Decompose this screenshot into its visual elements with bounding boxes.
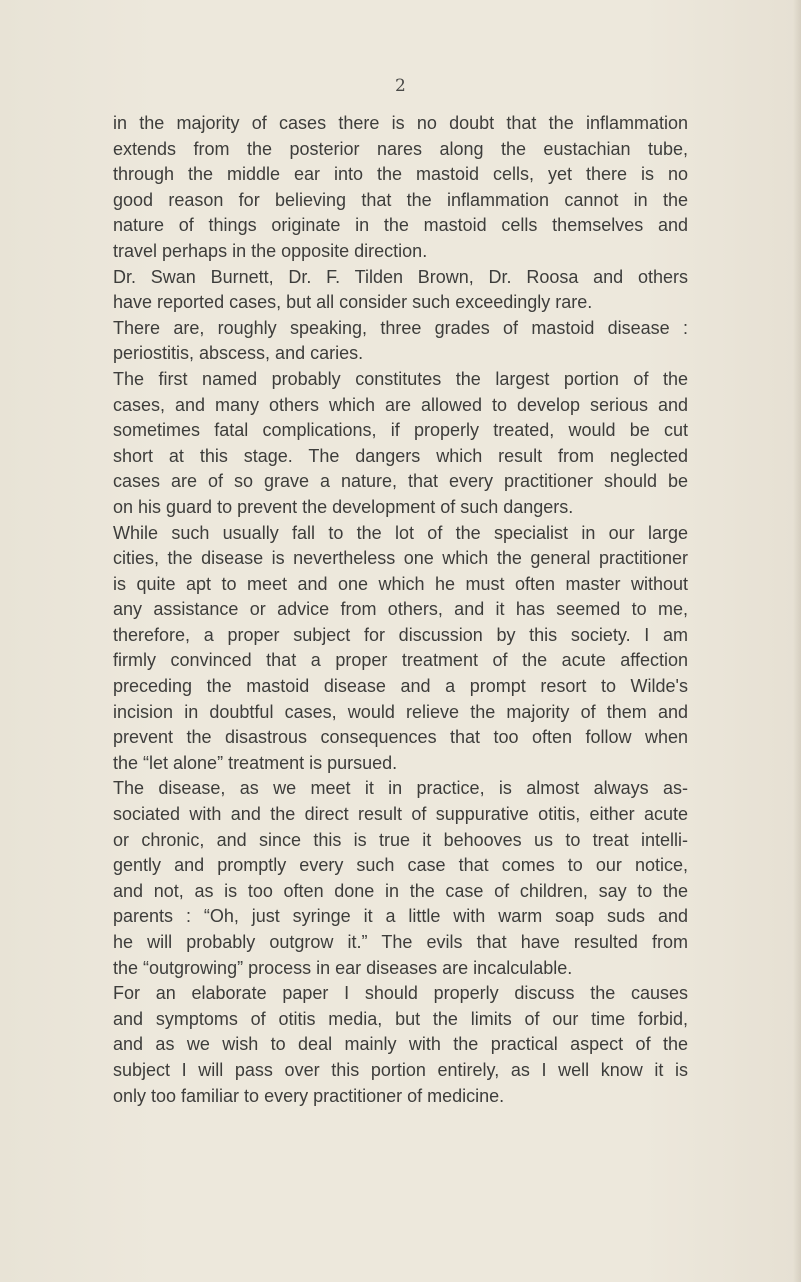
text-line: in the majority of cases there is no doubt that the inflammation bbox=[113, 113, 688, 133]
text-line: periostitis, abscess, and caries. bbox=[113, 343, 364, 364]
text-line: firmly convinced that a proper treatment of the acute affection bbox=[113, 650, 688, 671]
text-line: extends from the posterior nares along the eustachian tube, bbox=[113, 138, 688, 159]
text-line: and symptoms of otitis media, but the limits of our time forbid, bbox=[113, 1008, 688, 1029]
text-line: and not, as is too often done in the case of children, say to the bbox=[113, 880, 688, 901]
text-line: good reason for believing that the inflammation cannot in the bbox=[113, 189, 688, 210]
body-text bbox=[113, 111, 688, 1109]
text-line: preceding the mastoid disease and a prompt resort to Wilde's bbox=[113, 676, 688, 697]
text-line: cities, the disease is nevertheless one which the general practitioner bbox=[113, 548, 688, 569]
text-line: the “outgrowing” process in ear diseases are incalculable. bbox=[113, 957, 573, 978]
page-number: 2 bbox=[395, 76, 406, 96]
text-line: While such usually fall to the lot of the specialist in our large bbox=[113, 522, 688, 543]
text-line: prevent the disastrous consequences that too often follow when bbox=[113, 727, 688, 748]
text-line: For an elaborate paper I should properly discuss the causes bbox=[113, 983, 688, 1004]
text-line: therefore, a proper subject for discussion by this society. I am bbox=[113, 624, 688, 645]
text-line: he will probably outgrow it.” The evils that have resulted from bbox=[113, 932, 688, 952]
text-line: or chronic, and since this is true it behooves us to treat intelli- bbox=[113, 829, 688, 850]
text-line: on his guard to prevent the development of such dangers. bbox=[113, 496, 574, 517]
text-line: subject I will pass over this portion entirely, as I well know it is bbox=[113, 1059, 688, 1080]
page-edge-shadow bbox=[793, 0, 801, 1282]
text-line: through the middle ear into the mastoid cells, yet there is no bbox=[113, 164, 688, 185]
text-line: incision in doubtful cases, would relieve the majority of them and bbox=[113, 701, 688, 722]
text-line: gently and promptly every such case that comes to our notice, bbox=[113, 855, 688, 876]
text-line: sometimes fatal complications, if properly treated, would be cut bbox=[113, 420, 688, 441]
text-line: There are, roughly speaking, three grades of mastoid disease : bbox=[113, 317, 688, 338]
text-line: is quite apt to meet and one which he must often master without bbox=[113, 573, 688, 594]
text-line: Dr. Swan Burnett, Dr. F. Tilden Brown, Dr. Roosa and others bbox=[113, 266, 688, 287]
text-line: travel perhaps in the opposite direction. bbox=[113, 240, 428, 261]
text-line: and as we wish to deal mainly with the practical aspect of the bbox=[113, 1034, 688, 1055]
text-line: any assistance or advice from others, and it has seemed to me, bbox=[113, 599, 688, 620]
text-line: have reported cases, but all consider such exceedingly rare. bbox=[113, 292, 593, 313]
text-line: cases are of so grave a nature, that every practitioner should be bbox=[113, 471, 688, 492]
text-line: nature of things originate in the mastoid cells themselves and bbox=[113, 215, 688, 236]
text-line: The disease, as we meet it in practice, is almost always as- bbox=[113, 778, 688, 799]
text-line: short at this stage. The dangers which result from neglected bbox=[113, 445, 688, 466]
text-line: parents : “Oh, just syringe it a little with warm soap suds and bbox=[113, 906, 688, 927]
text-line: sociated with and the direct result of suppurative otitis, either acute bbox=[113, 804, 688, 825]
text-line: cases, and many others which are allowed to develop serious and bbox=[113, 394, 688, 415]
text-line: the “let alone” treatment is pursued. bbox=[113, 752, 398, 773]
text-line: only too familiar to every practitioner of medicine. bbox=[113, 1085, 505, 1106]
text-line: The first named probably constitutes the largest portion of the bbox=[113, 368, 688, 389]
